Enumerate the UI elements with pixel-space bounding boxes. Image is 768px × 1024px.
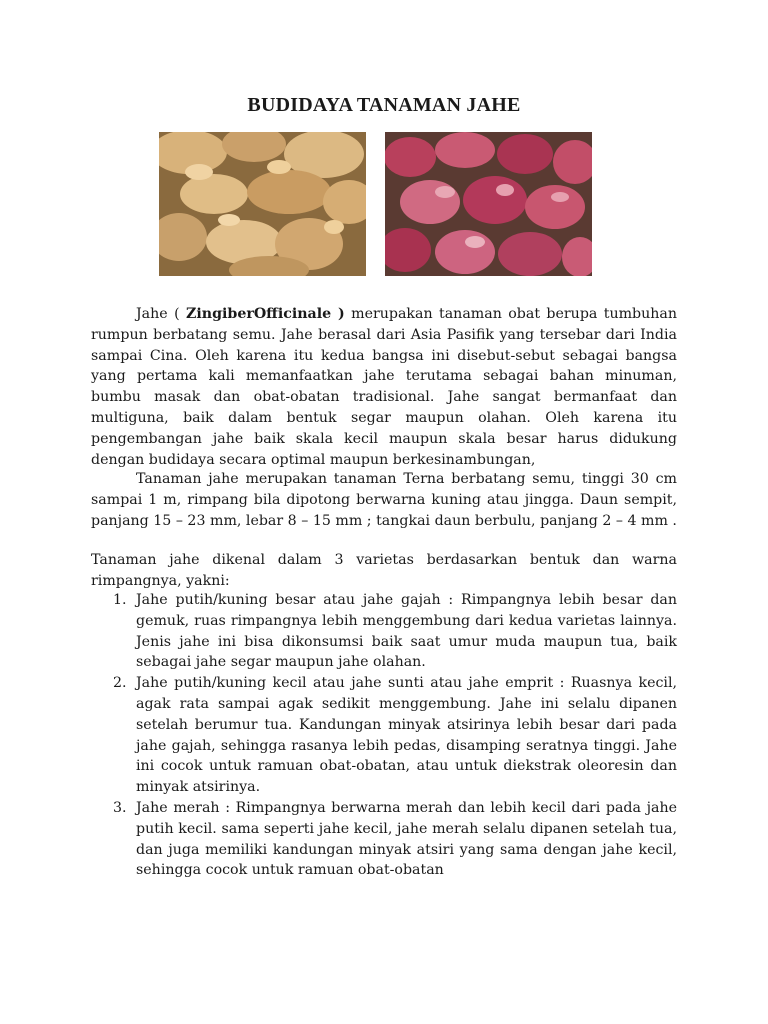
latin-name: ZingiberOfficinale ) [186, 306, 345, 322]
list-item [91, 673, 677, 798]
list-text: Jahe merah : Rimpangnya berwarna merah dan lebih kecil dari pada jahe putih kecil. sama seperti jahe kecil, jahe merah selalu dipanen setelah tua, dan juga memiliki kandungan minyak atsiri yang sama dengan jahe kecil, sehingga cocok untuk ramuan obat-obatan [136, 799, 677, 879]
list-item [91, 798, 677, 881]
description-paragraph: Tanaman jahe merupakan tanaman Terna berbatang semu, tinggi 30 cm sampai 1 m, rimpang bila dipotong berwarna kuning atau jingga. Daun sempit, panjang 15 – 23 mm, lebar 8 – 15 mm ; tangkai daun berbulu, panjang 2 – 4 mm . [91, 471, 677, 529]
ginger-photo [159, 132, 366, 276]
list-item [91, 590, 677, 673]
list-number: 1. [113, 592, 127, 608]
intro-paragraph [91, 304, 677, 470]
varieties-list [91, 590, 677, 881]
list-number: 3. [113, 799, 127, 816]
intro-lead: Jahe ( [136, 306, 187, 322]
page-title: BUDIDAYA TANAMAN JAHE [247, 94, 521, 116]
ginger-illustration [159, 132, 366, 276]
varieties-intro: Tanaman jahe dikenal dalam 3 varietas berdasarkan bentuk dan warna rimpangnya, yakni: [91, 552, 677, 589]
list-text: Jahe putih/kuning kecil atau jahe sunti atau jahe emprit : Ruasnya kecil, agak rata sampai agak sedikit menggembung. Jahe ini selalu dipanen setelah berumur tua. Kandungan minyak atsirinya lebih besar dari pada jahe gajah, sehingga rasanya lebih pedas, disamping seratnya tinggi. Jahe ini cocok untuk ramuan obat-obatan, atau untuk diekstrak oleoresin dan minyak atsirinya. [136, 675, 677, 796]
intro-body: merupakan tanaman obat berupa tumbuhan rumpun berbatang semu. Jahe berasal dari Asia Pasifik yang tersebar dari India sampai Cina. Oleh karena itu kedua bangsa ini disebut-sebut sebagai bangsa yang pertama kali memanfaatkan jahe terutama sebagai bahan minuman, bumbu masak dan obat-obatan tradisional. Jahe sangat bermanfaat dan multiguna, baik dalam bentuk segar maupun olahan. Oleh karena itu pengembangan jahe baik skala kecil maupun skala besar harus didukung dengan budidaya secara optimal maupun berkesinambungan, [91, 306, 678, 468]
list-number: 2. [113, 675, 127, 692]
red-ginger-illustration [385, 132, 592, 276]
list-text: Jahe putih/kuning besar atau jahe gajah : Rimpangnya lebih besar dan gemuk, ruas rimpangnya lebih menggembung dari kedua varietas lainnya. Jenis jahe ini bisa dikonsumsi baik saat umur muda maupun tua, baik sebagai jahe segar maupun jahe olahan. [136, 592, 677, 671]
red-ginger-photo [385, 132, 592, 276]
